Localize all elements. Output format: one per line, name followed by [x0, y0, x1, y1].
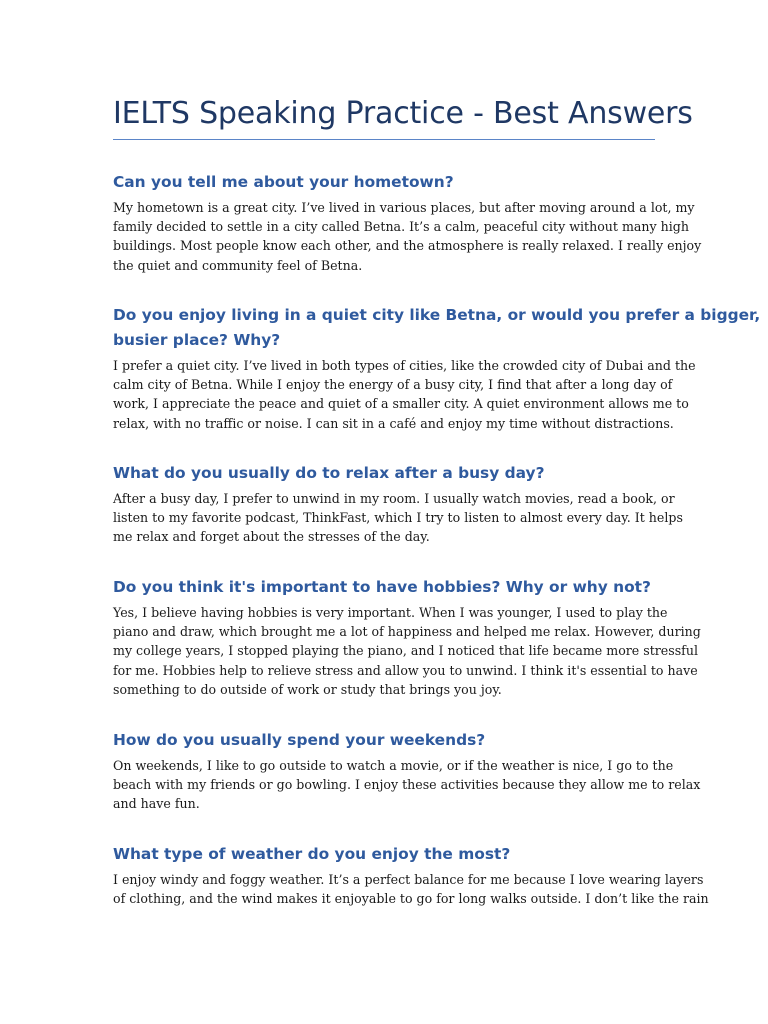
answer-line: of clothing, and the wind makes it enjoyable to go for long walks outside. I don’t like the rain	[113, 891, 709, 907]
question-heading: How do you usually spend your weekends?	[113, 731, 486, 749]
answer-paragraph	[113, 870, 709, 908]
question-line: Do you enjoy living in a quiet city like Betna, or would you prefer a bigger,	[113, 306, 761, 324]
answer-line: After a busy day, I prefer to unwind in my room. I usually watch movies, read a book, or	[113, 491, 675, 506]
answer-line: my college years, I stopped playing the piano, and I noticed that life became more stressful	[113, 643, 698, 659]
answer-line: relax, with no traffic or noise. I can sit in a café and enjoy my time without distractions.	[113, 415, 674, 431]
answer-line: listen to my favorite podcast, ThinkFast, which I try to listen to almost every day. It helps	[113, 510, 683, 526]
qa-section-weekends	[113, 728, 701, 814]
answer-line: beach with my friends or go bowling. I enjoy these activities because they allow me to relax	[113, 777, 701, 793]
answer-line: buildings. Most people know each other, and the atmosphere is really relaxed. I really enjoy	[113, 238, 702, 254]
answer-line: something to do outside of work or study that brings you joy.	[113, 681, 502, 697]
answer-line: me relax and forget about the stresses of the day.	[113, 529, 430, 545]
answer-line: Yes, I believe having hobbies is very important. When I was younger, I used to play the	[113, 605, 668, 620]
answer-line: and have fun.	[113, 796, 200, 812]
answer-paragraph	[113, 756, 701, 814]
qa-section-hometown	[113, 170, 702, 275]
qa-section-quiet-city	[113, 303, 761, 433]
question-heading: What do you usually do to relax after a busy day?	[113, 464, 545, 482]
qa-section-relax	[113, 461, 683, 547]
answer-line: family decided to settle in a city called Betna. It’s a calm, peaceful city without many high	[113, 219, 689, 235]
document-title: IELTS Speaking Practice - Best Answers	[113, 96, 693, 131]
qa-section-hobbies	[113, 575, 701, 699]
answer-line: the quiet and community feel of Betna.	[113, 257, 363, 273]
answer-paragraph	[113, 198, 702, 275]
question-heading	[113, 303, 761, 353]
answer-line: piano and draw, which brought me a lot of happiness and helped me relax. However, during	[113, 624, 701, 640]
answer-line: calm city of Betna. While I enjoy the energy of a busy city, I find that after a long day of	[113, 377, 673, 393]
question-heading: Do you think it's important to have hobbies? Why or why not?	[113, 578, 651, 596]
answer-line: On weekends, I like to go outside to watch a movie, or if the weather is nice, I go to the	[113, 758, 674, 773]
answer-paragraph	[113, 489, 683, 547]
answer-line: My hometown is a great city. I’ve lived in various places, but after moving around a lot, my	[113, 200, 695, 215]
answer-line: I prefer a quiet city. I’ve lived in both types of cities, like the crowded city of Dubai and the	[113, 358, 696, 373]
answer-line: work, I appreciate the peace and quiet of a smaller city. A quiet environment allows me to	[113, 396, 689, 412]
qa-section-weather	[113, 842, 709, 908]
question-line: busier place? Why?	[113, 331, 281, 349]
title-divider	[113, 139, 655, 140]
question-heading: Can you tell me about your hometown?	[113, 173, 454, 191]
question-heading: What type of weather do you enjoy the most?	[113, 845, 511, 863]
answer-line: for me. Hobbies help to relieve stress and allow you to unwind. I think it's essential to have	[113, 662, 698, 678]
answer-line: I enjoy windy and foggy weather. It’s a perfect balance for me because I love wearing layers	[113, 872, 704, 887]
answer-paragraph	[113, 603, 701, 699]
answer-paragraph	[113, 356, 696, 433]
